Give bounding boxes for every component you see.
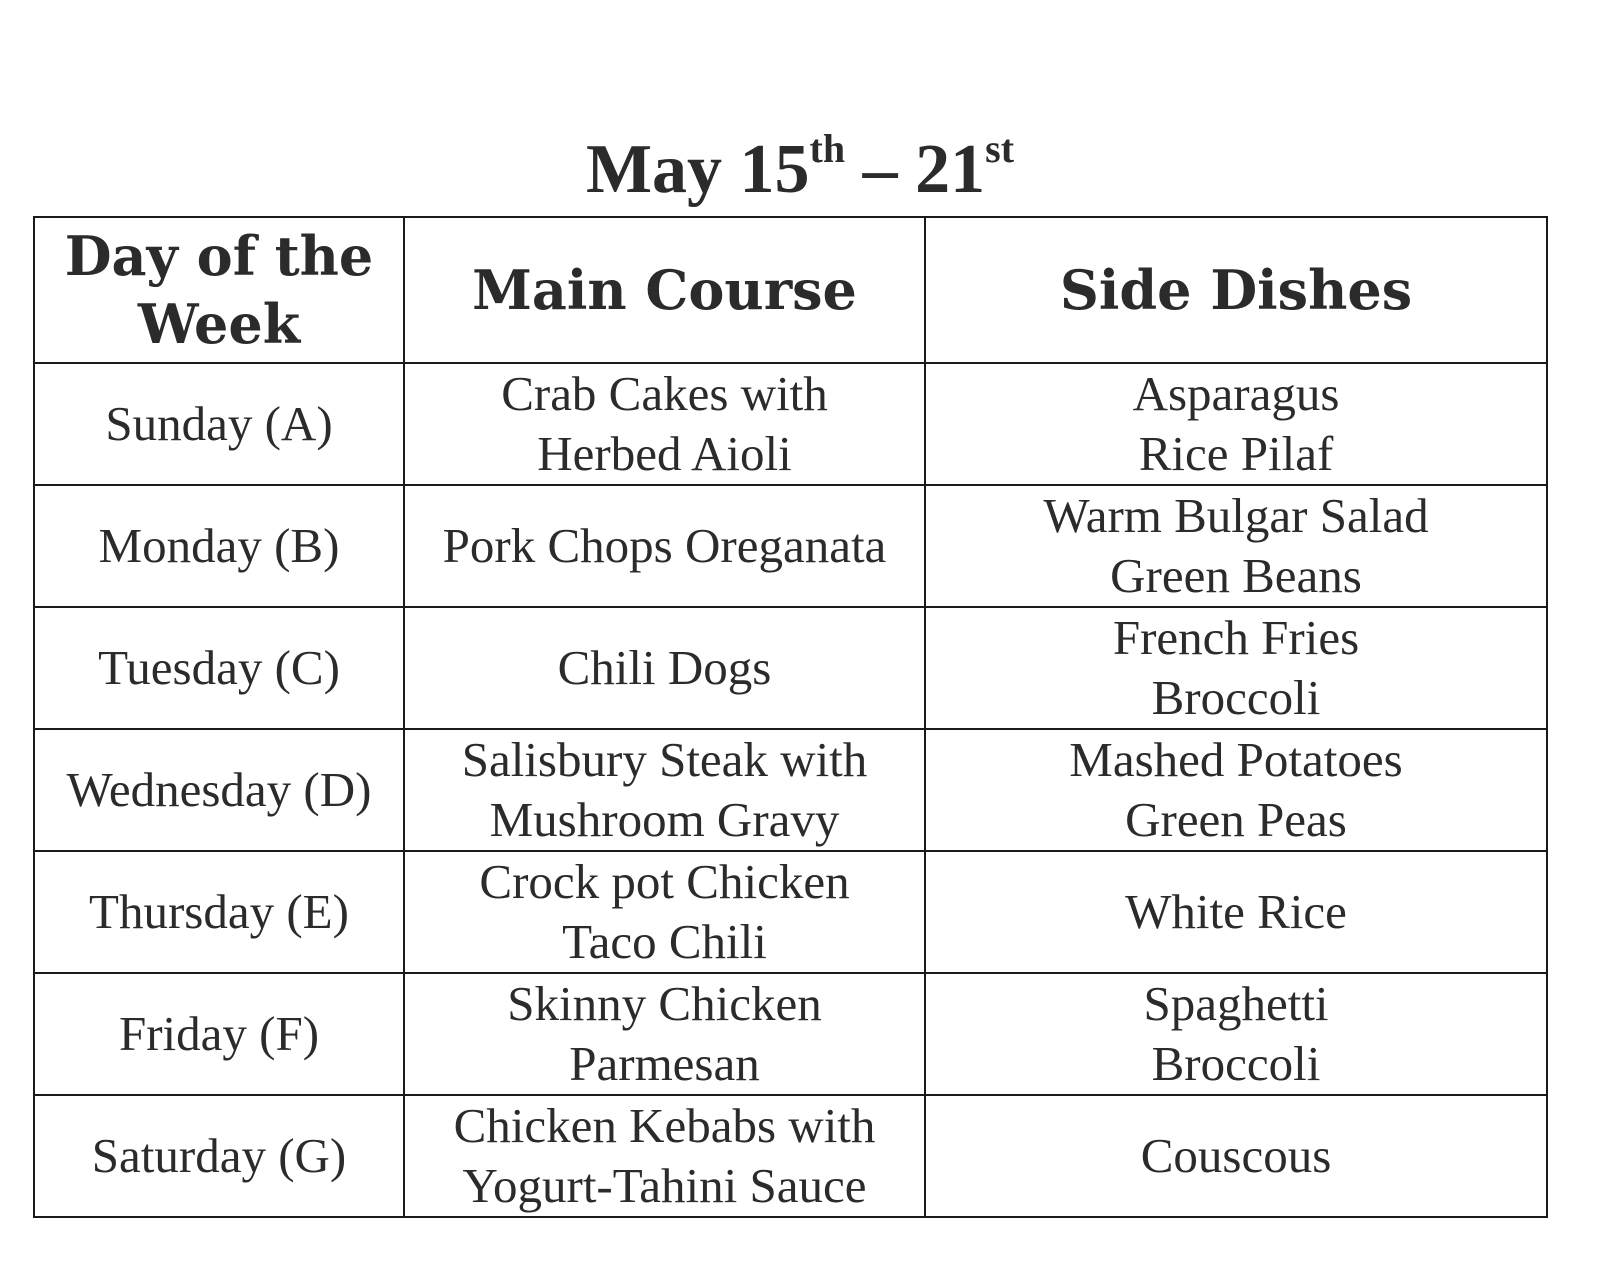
day-cell	[34, 607, 404, 729]
header-day-line: Week	[137, 292, 301, 356]
side-dish-line: Couscous	[1140, 1128, 1332, 1183]
main-course-line: Pork Chops Oreganata	[442, 518, 887, 573]
main-course-cell	[404, 363, 925, 485]
main-course-line: Chicken Kebabs with	[453, 1098, 876, 1153]
day-label: Thursday (E)	[89, 884, 349, 939]
side-dish-line: Mashed Potatoes	[1069, 732, 1403, 787]
day-label: Saturday (G)	[91, 1128, 347, 1183]
day-cell	[34, 485, 404, 607]
main-course-cell	[404, 973, 925, 1095]
main-course-line: Crock pot Chicken	[479, 854, 850, 909]
day-cell	[34, 729, 404, 851]
day-cell	[34, 363, 404, 485]
day-cell	[34, 973, 404, 1095]
menu-body	[34, 363, 1547, 1217]
header-day-of-week	[34, 217, 404, 363]
side-dish-line: Broccoli	[1151, 670, 1321, 725]
title-start-suffix: th	[809, 125, 846, 171]
main-course-line: Salisbury Steak with	[461, 732, 868, 787]
day-label: Sunday (A)	[105, 396, 333, 451]
side-dish-line: White Rice	[1125, 884, 1347, 939]
day-label: Tuesday (C)	[98, 640, 340, 695]
title-start-date: May 15	[585, 130, 810, 208]
main-course-line: Crab Cakes with	[501, 366, 828, 421]
side-dishes-cell	[925, 1095, 1547, 1217]
title-end-date: – 21	[845, 130, 986, 208]
title-end-suffix: st	[985, 125, 1015, 171]
side-dishes-cell	[925, 851, 1547, 973]
header-main-course	[404, 217, 925, 363]
side-dish-line: Broccoli	[1151, 1036, 1321, 1091]
day-label: Friday (F)	[118, 1006, 320, 1061]
side-dish-line: Rice Pilaf	[1138, 426, 1334, 481]
header-day-line: Day of the	[64, 224, 374, 288]
page-title	[0, 125, 1600, 208]
main-course-line: Herbed Aioli	[537, 426, 792, 481]
side-dish-line: Green Peas	[1125, 792, 1347, 847]
side-dishes-cell	[925, 607, 1547, 729]
main-course-cell	[404, 607, 925, 729]
main-course-line: Parmesan	[569, 1036, 760, 1091]
side-dishes-cell	[925, 485, 1547, 607]
main-course-cell	[404, 851, 925, 973]
side-dish-line: Spaghetti	[1143, 976, 1329, 1031]
main-course-cell	[404, 729, 925, 851]
day-label: Wednesday (D)	[66, 762, 372, 817]
table-row	[34, 607, 1547, 729]
header-side-label: Side Dishes	[1059, 258, 1413, 322]
side-dish-line: Asparagus	[1132, 366, 1340, 421]
main-course-line: Taco Chili	[562, 914, 767, 969]
day-label: Monday (B)	[98, 518, 340, 573]
side-dishes-cell	[925, 973, 1547, 1095]
header-main-label: Main Course	[472, 258, 857, 322]
header-side-dishes	[925, 217, 1547, 363]
day-cell	[34, 851, 404, 973]
weekly-menu-table	[33, 216, 1548, 1218]
table-row	[34, 485, 1547, 607]
side-dish-line: Green Beans	[1110, 548, 1362, 603]
table-row	[34, 851, 1547, 973]
table-row	[34, 973, 1547, 1095]
main-course-line: Chili Dogs	[557, 640, 772, 695]
side-dish-line: French Fries	[1112, 610, 1360, 665]
table-row	[34, 1095, 1547, 1217]
main-course-line: Mushroom Gravy	[489, 792, 840, 847]
side-dishes-cell	[925, 363, 1547, 485]
main-course-line: Skinny Chicken	[507, 976, 822, 1031]
main-course-cell	[404, 1095, 925, 1217]
main-course-cell	[404, 485, 925, 607]
table-row	[34, 363, 1547, 485]
side-dish-line: Warm Bulgar Salad	[1043, 488, 1429, 543]
header-row	[34, 217, 1547, 363]
side-dishes-cell	[925, 729, 1547, 851]
table-row	[34, 729, 1547, 851]
day-cell	[34, 1095, 404, 1217]
main-course-line: Yogurt-Tahini Sauce	[462, 1158, 867, 1213]
